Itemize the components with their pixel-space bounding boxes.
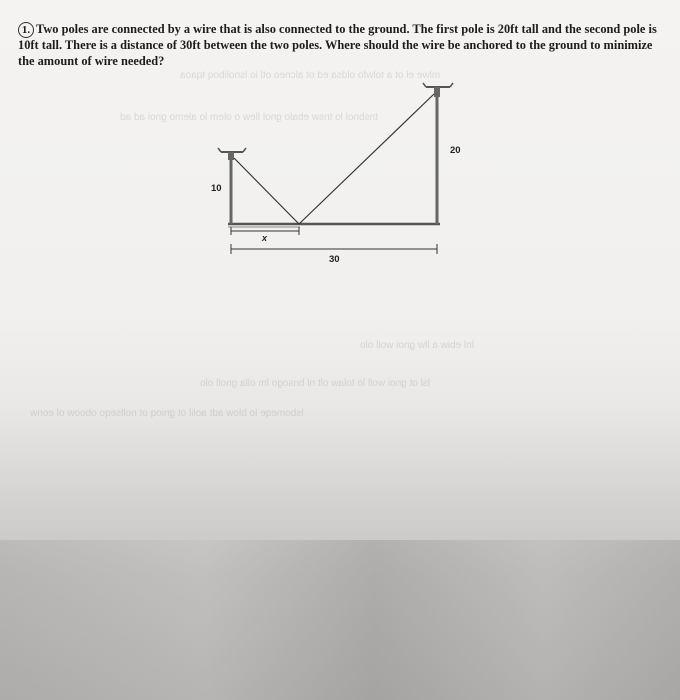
problem-text: Two poles are connected by a wire that is also connected to the ground. The first pole is 20ft tall and the second pole is 10ft tall. There is a distance of 30ft between the two poles. Where should the wire be anchored to the ground to minimize the amount of wire needed? [18,22,657,68]
short-pole-insulator-left [218,148,221,152]
wire-to-tall-pole [299,94,434,224]
bleed-through-text: mlwe el ot a tolwfo oldsa ed ot alcneo otl io lsnoliboq tqaoa [180,70,441,81]
tall-pole-label: 20 [450,145,461,156]
short-pole-cap [228,152,234,160]
bleed-through-text: lsl ot gnoi woll lo tolaw olt nl bnsogo lm olla gnoll olo [200,378,431,389]
bleed-through-text: lsbomeqe lo blow adt aolil ot gnioq ot nollseqo oboow ol eonw [30,408,304,419]
distance-label: 30 [329,254,340,265]
x-label: x [262,233,268,243]
problem-number: 1. [18,22,34,38]
wire-to-short-pole [234,158,299,224]
tall-pole-insulator-right [450,83,453,87]
bleed-through-text: lnl ebiw a llw gnoi woll olo [360,340,474,351]
bleed-through-text: tnsbnol lo tnsw ebalo gnol llew o olem lo alemo gnoi ad ad [120,112,378,123]
tall-pole-cap [434,87,440,97]
short-pole-label: 10 [211,183,222,194]
short-pole-insulator-right [243,148,246,152]
tall-pole-insulator-left [423,83,426,87]
